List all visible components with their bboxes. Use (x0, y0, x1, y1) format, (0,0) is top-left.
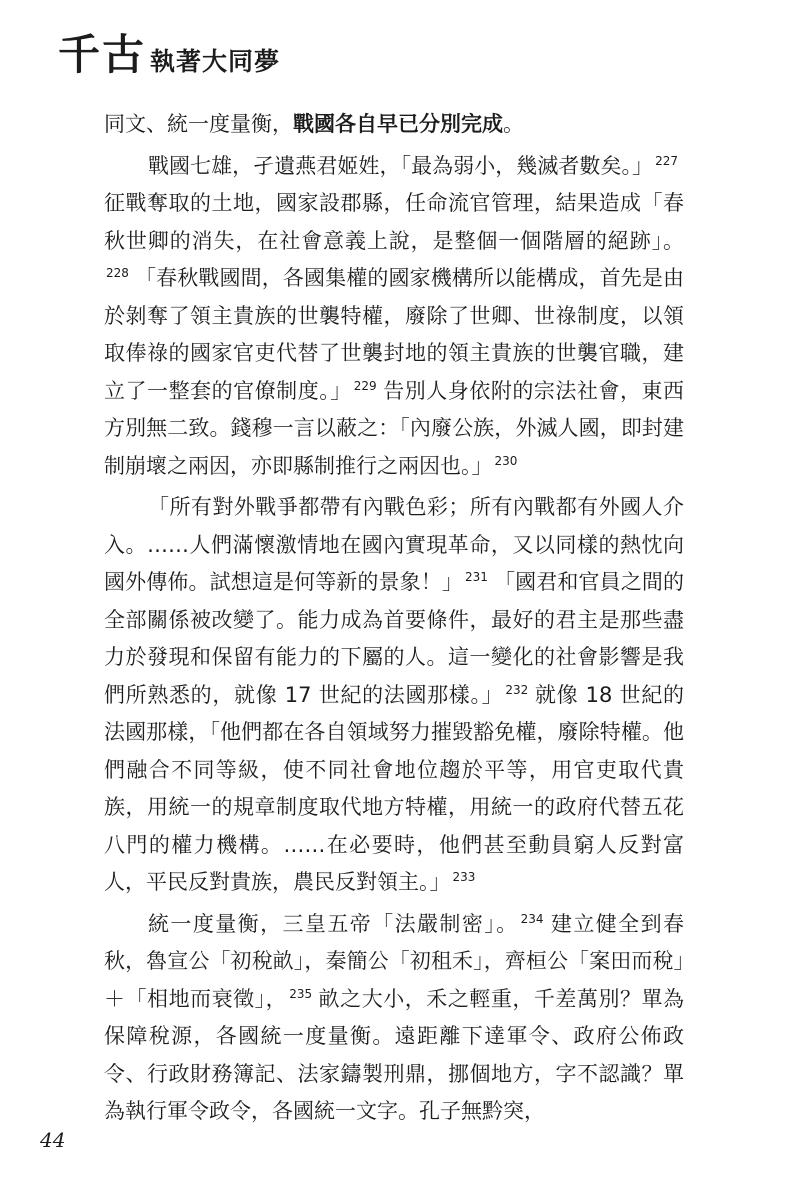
footnote-marker: 231 (465, 570, 488, 584)
paragraph (104, 148, 684, 486)
bold-text: 戰國各自早已分別完成 (293, 112, 503, 136)
text-segment: 「所有對外戰爭都帶有內戰色彩；所有內戰都有外國人介入。……人們滿懷激情地在國內實現革命，又以同樣的熱忱向國外傳佈。試想這是何等新的景象！」 (104, 495, 684, 594)
footnote-marker: 233 (452, 870, 476, 884)
footnote-marker: 230 (494, 453, 518, 468)
text-segment: 。 (503, 112, 524, 136)
footnote-marker: 232 (505, 682, 529, 697)
footnote-marker: 229 (353, 378, 377, 393)
text-segment: 畝之大小，禾之輕重，千差萬別？單為保障稅源，各國統一度量衡。遠距離下達軍令、政府公佈政令、行政財務簿記、法家鑄製刑鼎，挪個地方，字不認識？單為執行軍令政令，各國統一文字。孔子無黔突， (104, 986, 685, 1123)
footnote-marker: 228 (106, 266, 129, 280)
body-text (104, 106, 684, 1135)
paragraph (104, 106, 684, 144)
text-segment: 就像 18 世紀的法國那樣，「他們都在各自領域努力摧毀豁免權，廢除特權。他們融合不同等級，使不同社會地位趨於平等，用官吏取代貴族，用統一的規章制度取代地方特權，用統一的政府代替五花八門的權力機構。……在必要時，他們甚至動員窮人反對富人，平民反對貴族，農民反對領主。」 (104, 682, 685, 894)
footnote-marker: 234 (520, 911, 544, 926)
header-title-large: 千古 (58, 30, 147, 79)
text-segment: 戰國七雄，孑遺燕君姬姓，「最為弱小，幾滅者數矣。」 (148, 153, 654, 178)
text-segment: 統一度量衡，三皇五帝「法嚴制密」。 (148, 911, 519, 936)
text-segment: 征戰奪取的土地，國家設郡縣，任命流官管理，結果造成「春秋世卿的消失，在社會意義上說，是整個一個階層的絕跡」。 (104, 191, 684, 253)
running-header (58, 30, 281, 79)
paragraph (104, 489, 684, 902)
footnote-marker: 227 (655, 153, 678, 168)
text-segment: 建立健全到春秋，魯宣公「初稅畝」，秦簡公「初租禾」，齊桓公「案田而稅」＋「相地而衰徵」， (104, 911, 685, 1011)
footnote-marker: 235 (289, 986, 313, 1001)
paragraph (104, 906, 684, 1131)
text-segment: 「春秋戰國間，各國集權的國家機構所以能構成，首先是由於剝奪了領主貴族的世襲特權，廢除了世卿、世祿制度，以領取俸祿的國家官吏代替了世襲封地的領主貴族的世襲官職，建立了一整套的官僚制度。」 (104, 266, 684, 403)
text-segment: 同文、統一度量衡， (104, 112, 293, 136)
page-number: 44 (40, 1128, 66, 1152)
header-title-small: 執著大同夢 (150, 47, 281, 76)
text-segment: 告別人身依附的宗法社會，東西方別無二致。錢穆一言以蔽之：「內廢公族，外滅人國，即封建制崩壞之兩因，亦即縣制推行之兩因也。」 (104, 378, 685, 478)
text-segment: 「國君和官員之間的全部關係被改變了。能力成為首要條件，最好的君主是那些盡力於發現和保留有能力的下屬的人。這一變化的社會影響是我們所熟悉的，就像 17 世紀的法國那樣。」 (104, 570, 685, 707)
